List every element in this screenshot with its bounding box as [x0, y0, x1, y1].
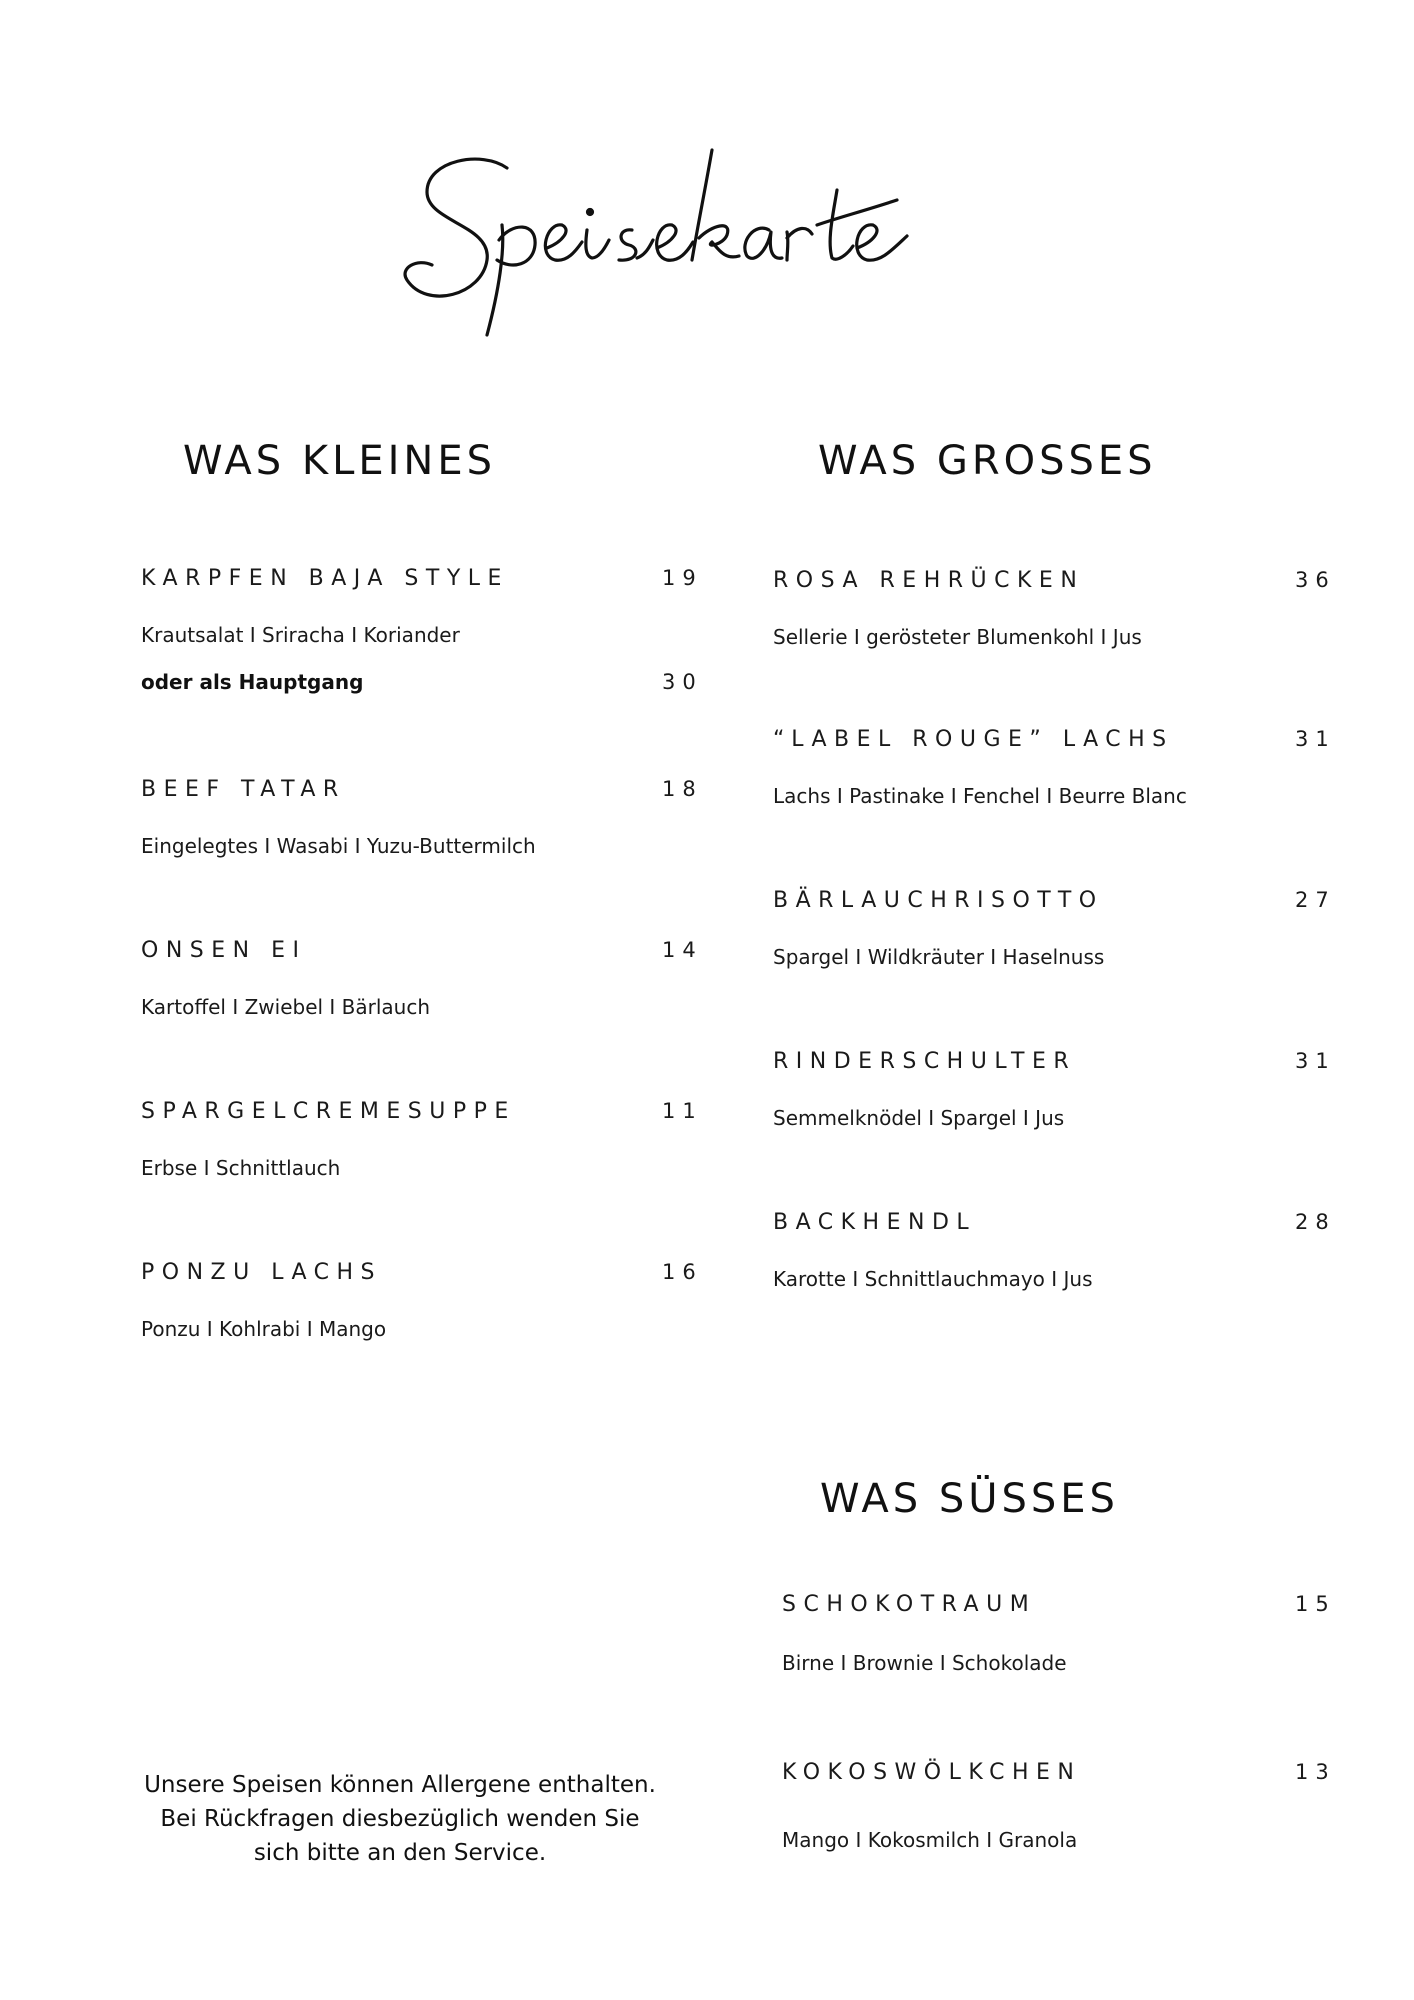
dish-name: BACKHENDL — [773, 1210, 977, 1235]
section-heading-suesses: WAS SÜSSES — [820, 1476, 1119, 1522]
section-heading-kleines: WAS KLEINES — [183, 438, 497, 484]
dish-price: 15 — [1295, 1592, 1336, 1616]
menu-item — [773, 1049, 1336, 1130]
dish-name: SCHOKOTRAUM — [782, 1592, 1037, 1617]
dish-price: 31 — [1295, 727, 1336, 751]
page-title — [0, 130, 1414, 360]
dish-description: Sellerie I gerösteter Blumenkohl I Jus — [773, 625, 1142, 649]
dish-price: 14 — [662, 938, 703, 962]
dish-price: 18 — [662, 777, 703, 801]
menu-item — [782, 1592, 1342, 1675]
dish-price: 31 — [1295, 1049, 1336, 1073]
dish-name: ROSA REHRÜCKEN — [773, 568, 1085, 593]
section-heading-grosses: WAS GROSSES — [818, 438, 1157, 484]
dish-description: Ponzu I Kohlrabi I Mango — [141, 1317, 387, 1341]
dish-description: Erbse I Schnittlauch — [141, 1156, 341, 1180]
menu-item — [141, 1099, 703, 1180]
dish-description: Krautsalat I Sriracha I Koriander — [141, 623, 460, 647]
dish-name: PONZU LACHS — [141, 1260, 383, 1285]
menu-item — [773, 1210, 1336, 1291]
menu-item — [782, 1760, 1342, 1852]
menu-item — [773, 888, 1336, 969]
dish-name: KOKOSWÖLKCHEN — [782, 1760, 1082, 1785]
allergen-note-line: Unsere Speisen können Allergene enthalten. — [144, 1772, 656, 1798]
allergen-note-line: sich bitte an den Service. — [253, 1840, 547, 1866]
dish-name: BÄRLAUCHRISOTTO — [773, 888, 1104, 913]
allergen-note — [130, 1768, 670, 1870]
speisekarte-script-title — [387, 130, 1027, 360]
dish-name: RINDERSCHULTER — [773, 1049, 1077, 1074]
menu-item — [773, 568, 1336, 649]
dish-name: BEEF TATAR — [141, 777, 346, 802]
main-course-option-price: 30 — [662, 670, 703, 694]
dish-name: KARPFEN BAJA STYLE — [141, 566, 509, 591]
main-course-option-label: oder als Hauptgang — [141, 670, 364, 694]
menu-item — [773, 727, 1336, 808]
allergen-note-line: Bei Rückfragen diesbezüglich wenden Sie — [160, 1806, 640, 1832]
dish-price: 16 — [662, 1260, 703, 1284]
menu-item — [141, 938, 703, 1019]
dish-name: ONSEN EI — [141, 938, 307, 963]
dish-description: Lachs I Pastinake I Fenchel I Beurre Blanc — [773, 784, 1187, 808]
dish-name: SPARGELCREMESUPPE — [141, 1099, 516, 1124]
dish-name: “LABEL ROUGE” LACHS — [773, 727, 1174, 752]
dish-description: Spargel I Wildkräuter I Haselnuss — [773, 945, 1105, 969]
dish-price: 27 — [1295, 888, 1336, 912]
menu-item — [141, 777, 703, 858]
dish-price: 19 — [662, 566, 703, 590]
dish-description: Semmelknödel I Spargel I Jus — [773, 1106, 1065, 1130]
dish-description: Karotte I Schnittlauchmayo I Jus — [773, 1267, 1093, 1291]
dish-description: Birne I Brownie I Schokolade — [782, 1651, 1067, 1675]
dish-description: Mango I Kokosmilch I Granola — [782, 1828, 1078, 1852]
dish-description: Eingelegtes I Wasabi I Yuzu-Buttermilch — [141, 834, 536, 858]
menu-item — [141, 1260, 703, 1341]
dish-price: 13 — [1295, 1760, 1336, 1784]
dish-description: Kartoffel I Zwiebel I Bärlauch — [141, 995, 431, 1019]
menu-item — [141, 566, 703, 647]
dish-price: 11 — [662, 1099, 703, 1123]
dish-price: 36 — [1295, 568, 1336, 592]
dish-price: 28 — [1295, 1210, 1336, 1234]
